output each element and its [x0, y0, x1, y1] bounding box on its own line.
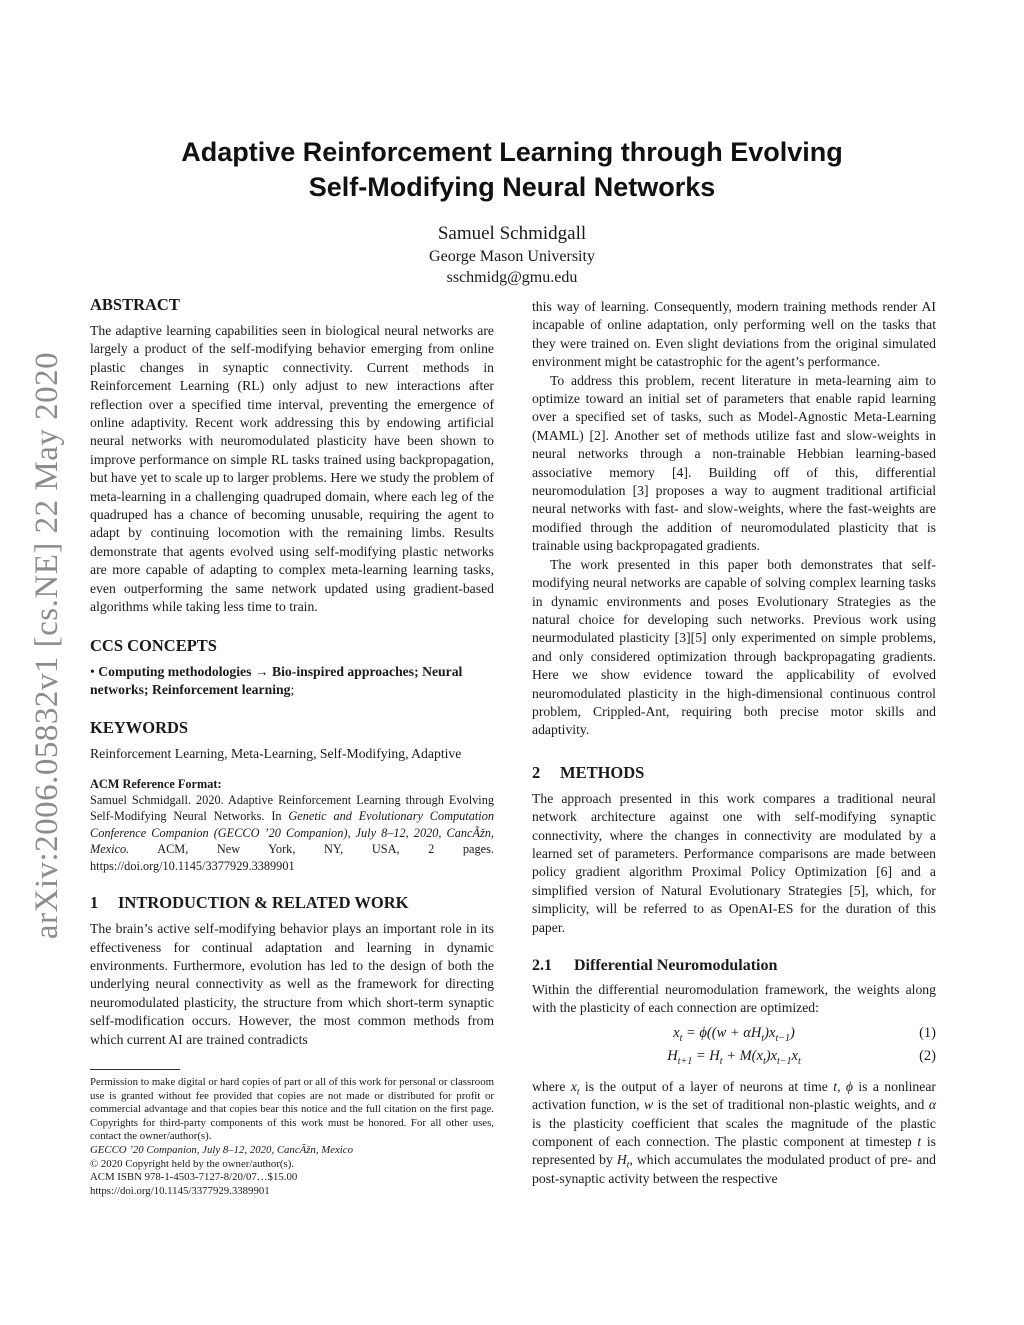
author-name: Samuel Schmidgall [437, 223, 587, 244]
copyright-footnote [90, 1076, 494, 1198]
footnote-doi[interactable]: https://doi.org/10.1145/3377929.3389901 [90, 1184, 270, 1197]
permission-notice: Permission to make digital or hard copies of part or all of this work for personal or classroom use is granted without fee provided that copies are not made or distributed for profit or commercial advantage and that copies bear this notice and the full citation on the first page. Copyrights for third-party components of this work must be honored. For all other uses, contact the owner/author(s). [90, 1076, 494, 1143]
paper-title [110, 135, 914, 205]
title-line-1: Adaptive Reinforcement Learning through Evolving [181, 137, 843, 167]
methods-number: 2 [532, 762, 541, 782]
keywords-heading: KEYWORDS [90, 718, 189, 738]
diffneuro-paragraph-1: Within the differential neuromodulation framework, the weights along with the plasticity of each connection are optimized: [532, 982, 936, 1016]
intro-paragraph-3: The work presented in this paper both demonstrates that self-modifying neural networks are capable of solving complex learning tasks in dynamic environments and poses Evolutionary Strategies as the natural choice for developing such networks. Previous work using neurmodulated plasticity [3][5] only experimented on simple problems, and only considered optimization through backpropagating gradients. Here we show evidence toward the applicability of evolved neuromodulated plasticity in the high-dimensional continuous control problem, Crippled-Ant, requiring both precise motor skills and adaptivity. [532, 556, 936, 738]
author-email[interactable]: sschmidg@gmu.edu [446, 269, 578, 286]
intro-paragraph-1: The brain’s active self-modifying behavior plays an important role in its effectiveness for continual adaptation and learning in dynamic environments. Furthermore, evolution has led to the design of both the underlying neural connectivity as well as the framework for directing neuromodulated plasticity, the structure from which short-term synaptic self-modification occurs. However, the most common methods from which current AI are trained contradicts [90, 921, 494, 1047]
left-column [90, 294, 494, 1198]
diffneuro-number: 2.1 [532, 957, 552, 974]
methods-heading [532, 762, 936, 784]
acm-ref-part1: Samuel Schmidgall. 2020. Adaptive Reinforcement Learning through Evolving Self-Modifying Neural Networks. In [90, 792, 494, 824]
equation-1 [532, 1024, 936, 1047]
abstract-heading: ABSTRACT [90, 295, 180, 314]
intro-number: 1 [90, 893, 99, 913]
diffneuro-paragraph-2: where $x_t$ is the output of a layer of neurons at time t, ϕ is a nonlinear activation function, w is the set of traditional non-plastic weights, and α is the plasticity coefficient that scales the magnitude of the plastic component of each connection. The plastic component at timestep t is represented by $H_t$, which accumulates the modulated product of pre- and post-synaptic activity between the respective [532, 1078, 936, 1186]
author-affiliation: George Mason University [429, 248, 595, 265]
intro-paragraph-1-continued: this way of learning. Consequently, modern training methods render AI incapable of online adaptation, only performing well on the tasks that they were trained on. Even slight deviations from the original simulated environment might be catastrophic for the agent’s performance. [532, 299, 936, 370]
author-block [312, 222, 712, 288]
ccs-concepts [90, 663, 494, 700]
arxiv-identifier: arXiv:2006.05832v1 [cs.NE] 22 May 2020 [29, 351, 66, 939]
acm-reference-label: ACM Reference Format: [90, 776, 222, 791]
abstract-text: The adaptive learning capabilities seen in biological neural networks are largely a product of the self-modifying behavior emerging from online plastic changes in synaptic connectivity. Current methods in Reinforcement Learning (RL) only adjust to new interactions after reflection over a specified time interval, preventing the emergence of online adaptivity. Recent work addressing this by endowing artificial neural networks with neuromodulated plasticity have been shown to improve performance on simple RL tasks trained using backpropagation, but have yet to scale up to larger problems. Here we study the problem of meta-learning in a challenging quadruped domain, where each leg of the quadruped has a chance of becoming unusable, requiring the agent to adapt by continuing locomotion with the remaining limbs. Results demonstrate that agents evolved using self-modifying plastic networks are more capable of adapting to complex meta-learning learning tasks, even outperforming the same network updated using gradient-based algorithms while taking less time to train. [90, 323, 494, 615]
intro-heading [90, 892, 494, 914]
footnote-copyright: © 2020 Copyright held by the owner/author(s). [90, 1157, 295, 1170]
footnote-rule [90, 1069, 180, 1070]
intro-title: INTRODUCTION & RELATED WORK [118, 893, 409, 913]
right-column [532, 298, 936, 1188]
equation-1-number: (1) [919, 1024, 936, 1041]
acm-ref-part2: ACM, New York, NY, USA, 2 pages. https://doi.org/10.1145/3377929.3389901 [90, 842, 494, 873]
acm-reference-text [90, 792, 494, 875]
equation-2-number: (2) [919, 1047, 936, 1064]
intro-paragraph-2: To address this problem, recent literature in meta-learning aim to optimize toward an initial set of parameters that enable rapid learning over a specified set of tasks, such as Model-Agnostic Meta-Learning (MAML) [2]. Another set of methods utilize fast and slow-weights in neural networks through a non-trainable Hebbian learning-based associative memory [4]. Building off of this, differential neuromodulation [3] proposes a way to augment traditional artificial neural networks with fast- and slow-weights, where the fast-weights are modified through the addition of neuromodulated plasticity that is trainable using backpropagated gradients. [532, 372, 936, 554]
methods-title: METHODS [560, 762, 645, 782]
ccs-concept-line: Computing methodologies → Bio-inspired approaches; Neural networks; Reinforcement learning [90, 663, 463, 697]
methods-paragraph-1: The approach presented in this work compares a traditional neural network architecture against one with self-modifying synaptic connectivity, where the changes in connectivity are modulated by a learned set of parameters. Performance comparisons are made between policy gradient algorithm Proximal Policy Optimization [6] and a simplified version of Natural Evolutionary Strategies [5], which, for simplicity, will be referred to as OpenAI-ES for the duration of this paper. [532, 790, 936, 935]
ccs-heading: CCS CONCEPTS [90, 635, 217, 655]
arxiv-stamp [28, 345, 68, 945]
keywords-text: Reinforcement Learning, Meta-Learning, Self-Modifying, Adaptive [90, 746, 462, 762]
ccs-bullet: • [90, 663, 95, 679]
diffneuro-heading [532, 955, 936, 977]
title-line-2: Self-Modifying Neural Networks [308, 172, 716, 202]
equation-2-formula: $H_{t+1} = H_t + M(x_t)x_{t-1}x_t$ [667, 1047, 801, 1067]
diffneuro-title: Differential Neuromodulation [574, 957, 778, 974]
footnote-isbn: ACM ISBN 978-1-4503-7127-8/20/07…$15.00 [90, 1171, 298, 1184]
equation-1-formula: $x_t = \phi((w + \alpha H_t)x_{t-1})$ [673, 1024, 795, 1044]
equation-2 [532, 1047, 936, 1070]
footnote-venue: GECCO ’20 Companion, July 8–12, 2020, CancÃžn, Mexico [90, 1144, 353, 1157]
acm-ref-venue: Genetic and Evolutionary Computation Conference Companion (GECCO ’20 Companion), July 8–12, 2020, CancÃžn, Mexico. [90, 809, 494, 857]
ccs-line-end: ; [290, 681, 295, 697]
